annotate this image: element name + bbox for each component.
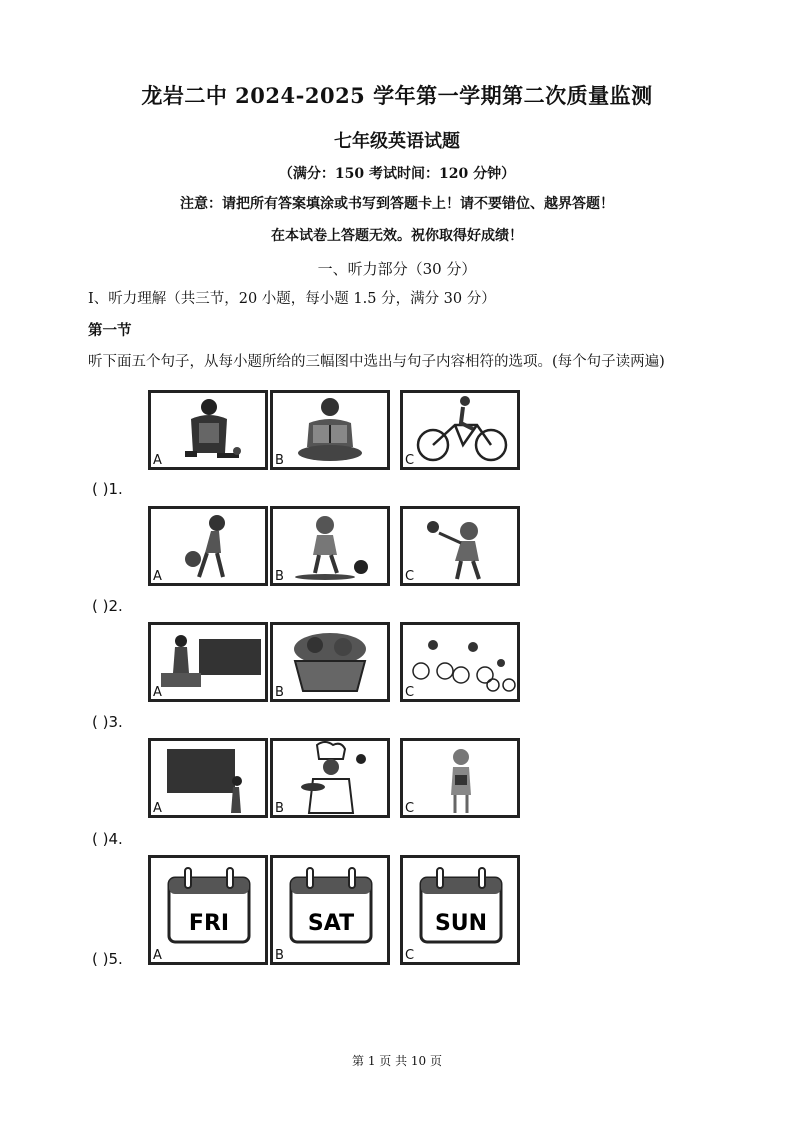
q4-option-b[interactable] <box>270 738 390 818</box>
page-footer: 第 1 页 共 10 页 <box>352 1054 442 1068</box>
q2-option-b[interactable] <box>270 506 390 586</box>
score-time-line: （满分：150 考试时间：120 分钟） <box>278 166 516 182</box>
q2-label-a: A <box>153 569 162 584</box>
q1-label-a: A <box>153 453 162 468</box>
calendar-sun-text: SUN <box>434 911 488 936</box>
question-number-4[interactable]: ( )4. <box>92 830 123 848</box>
section-heading: I、听力理解（共三节，20 小题，每小题 1.5 分，满分 30 分） <box>88 291 496 307</box>
blackboard-teacher-icon <box>151 741 265 815</box>
reading-person-icon <box>273 393 387 467</box>
soccer-girl-icon <box>273 509 387 583</box>
q1-option-c[interactable] <box>400 390 520 470</box>
girl-with-book-icon <box>403 741 517 815</box>
q2-option-c[interactable] <box>400 506 520 586</box>
notice-line-1: 注意：请把所有答案填涂或书写到答题卡上！请不要错位、越界答题！ <box>180 196 614 212</box>
q3-option-c[interactable] <box>400 622 520 702</box>
q5-label-b: B <box>275 948 284 963</box>
q4-label-a: A <box>153 801 162 816</box>
exam-subtitle: 七年级英语试题 <box>334 131 460 152</box>
cyclist-icon <box>403 393 517 467</box>
subsection-heading: 第一节 <box>88 322 132 339</box>
exam-title: 龙岩二中 2024-2025 学年第一学期第二次质量监测 <box>141 83 653 108</box>
cooking-person-icon <box>151 393 265 467</box>
q4-label-b: B <box>275 801 284 816</box>
q5-option-a[interactable] <box>148 855 268 965</box>
q1-label-c: C <box>405 453 415 468</box>
instruction-text: 听下面五个句子，从每小题所给的三幅图中选出与句子内容相符的选项。(每个句子读两遍) <box>88 354 665 370</box>
q1-label-b: B <box>275 453 284 468</box>
part-heading: 一、听力部分（30 分） <box>317 260 477 278</box>
notice-line-2: 在本试卷上答题无效。祝你取得好成绩！ <box>271 228 523 244</box>
q1-option-a[interactable] <box>148 390 268 470</box>
teacher-classroom-icon <box>151 625 265 699</box>
q5-option-b[interactable] <box>270 855 390 965</box>
q3-label-c: C <box>405 685 415 700</box>
q1-option-b[interactable] <box>270 390 390 470</box>
calendar-fri-icon <box>151 858 265 962</box>
q2-option-a[interactable] <box>148 506 268 586</box>
basketball-girl-icon <box>151 509 265 583</box>
q5-label-c: C <box>405 948 415 963</box>
q2-label-c: C <box>405 569 415 584</box>
q4-option-c[interactable] <box>400 738 520 818</box>
q5-label-a: A <box>153 948 162 963</box>
calendar-fri-text: FRI <box>188 911 230 936</box>
calendar-sat-icon <box>273 858 387 962</box>
family-cycling-icon <box>403 625 517 699</box>
q4-label-c: C <box>405 801 415 816</box>
question-number-5[interactable]: ( )5. <box>92 950 123 968</box>
food-basket-icon <box>273 625 387 699</box>
q3-option-a[interactable] <box>148 622 268 702</box>
q3-label-a: A <box>153 685 162 700</box>
question-number-1[interactable]: ( )1. <box>92 480 123 498</box>
calendar-sun-icon <box>403 858 517 962</box>
q3-option-b[interactable] <box>270 622 390 702</box>
q5-option-c[interactable] <box>400 855 520 965</box>
q3-label-b: B <box>275 685 284 700</box>
chef-icon <box>273 741 387 815</box>
q2-label-b: B <box>275 569 284 584</box>
calendar-sat-text: SAT <box>307 911 355 936</box>
question-number-2[interactable]: ( )2. <box>92 597 123 615</box>
volleyball-girl-icon <box>403 509 517 583</box>
question-number-3[interactable]: ( )3. <box>92 713 123 731</box>
q4-option-a[interactable] <box>148 738 268 818</box>
